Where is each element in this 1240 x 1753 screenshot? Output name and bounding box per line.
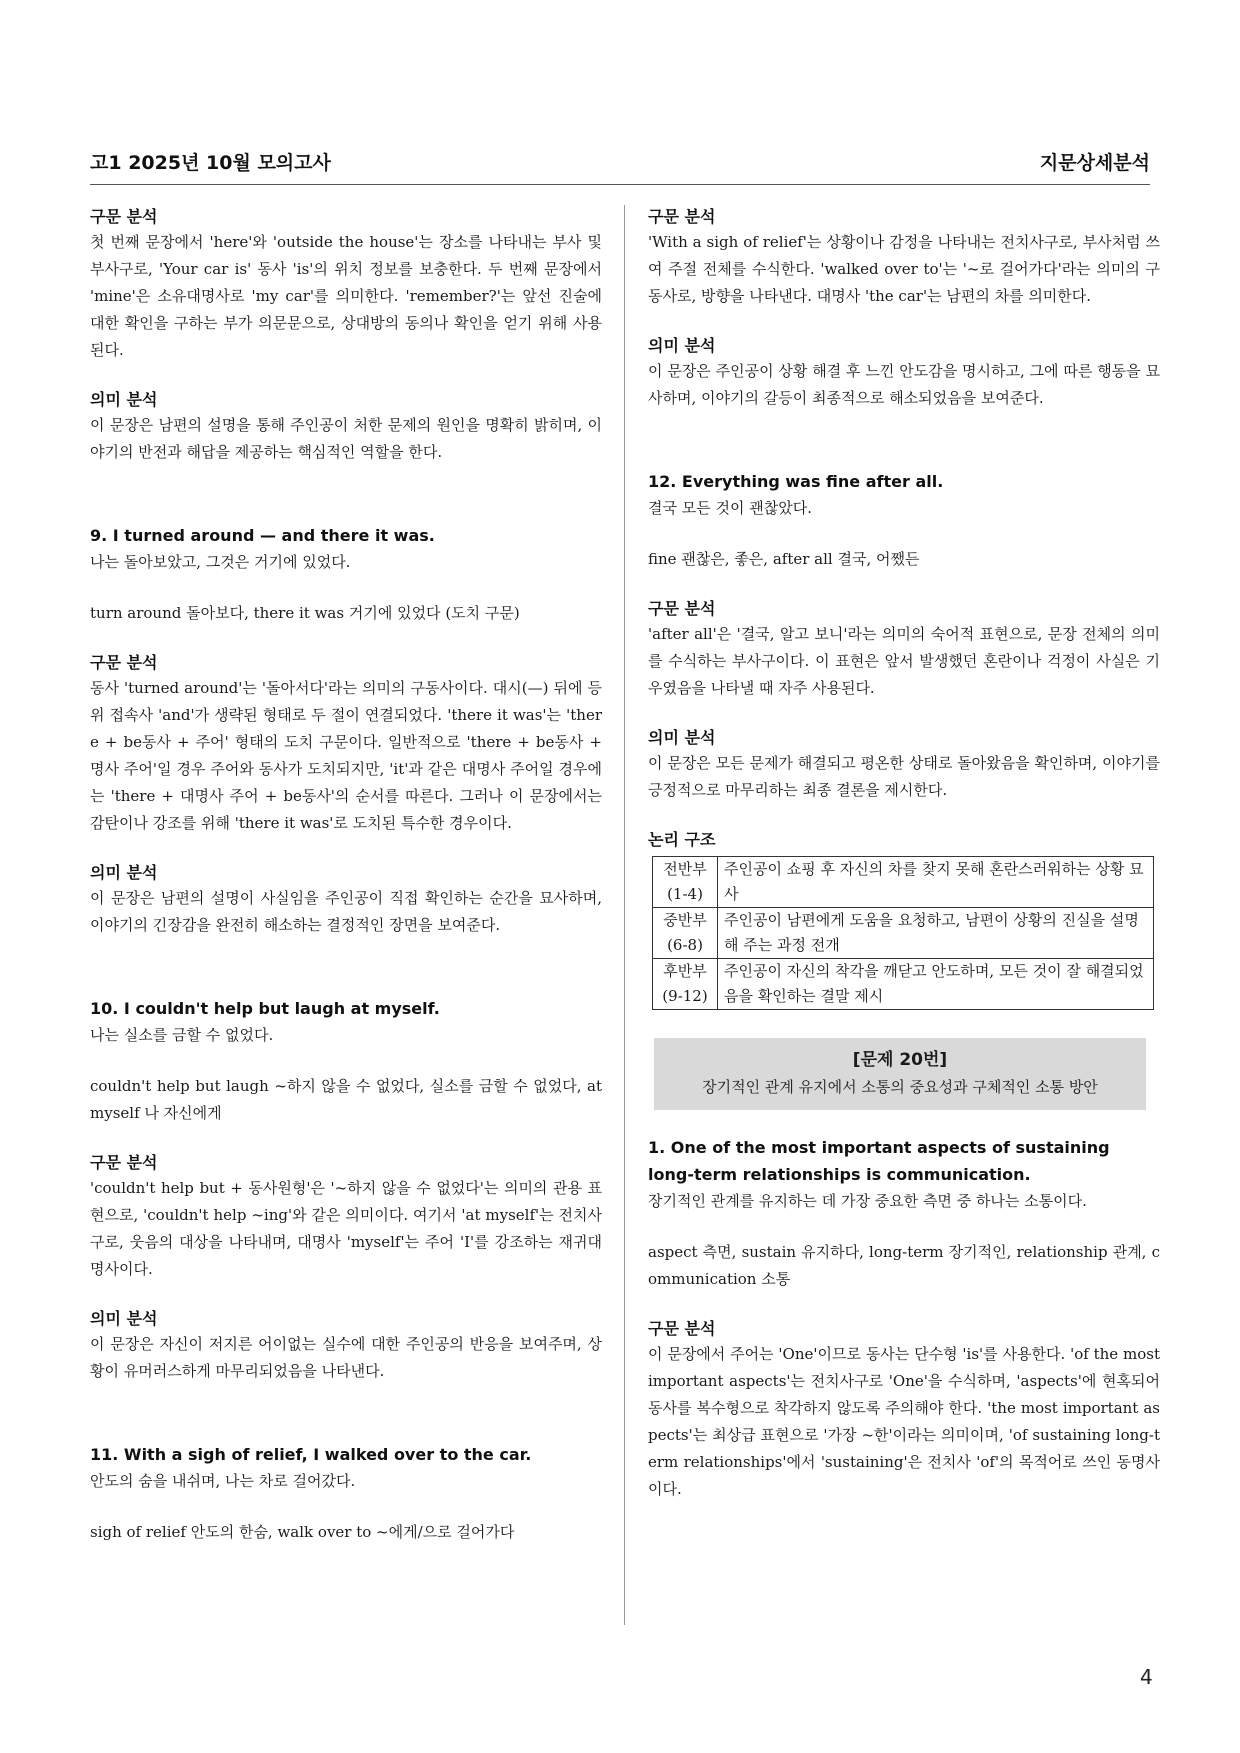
syntax-heading: 구문 분석 [90, 653, 158, 672]
logic-structure-table [652, 856, 1154, 1010]
table-row-key: 후반부 (9-12) [653, 959, 718, 1010]
right-column [648, 205, 1160, 1503]
column-divider [624, 205, 625, 1625]
sentence-9-korean: 나는 돌아보았고, 그것은 거기에 있었다. [90, 553, 351, 571]
sentence-9-vocab: turn around 돌아보다, there it was 거기에 있었다 (도치 구문) [90, 604, 520, 622]
logic-structure-heading: 논리 구조 [648, 830, 716, 849]
table-row-key: 전반부 (1-4) [653, 857, 718, 908]
exam-title: 고1 2025년 10월 모의고사 [90, 152, 331, 174]
meaning-heading: 의미 분석 [90, 863, 158, 882]
sentence-12-korean: 결국 모든 것이 괜찮았다. [648, 499, 812, 517]
syntax-heading: 구문 분석 [648, 1319, 716, 1338]
page-number: 4 [1140, 1665, 1153, 1689]
question-subtitle: 장기적인 관계 유지에서 소통의 중요성과 구체적인 소통 방안 [702, 1078, 1098, 1096]
meaning-text: 이 문장은 남편의 설명이 사실임을 주인공이 직접 확인하는 순간을 묘사하며, 이야기의 긴장감을 완전히 해소하는 결정적인 장면을 보여준다. [90, 889, 602, 934]
sentence-11-korean: 안도의 숨을 내쉬며, 나는 차로 걸어갔다. [90, 1472, 356, 1490]
table-row [653, 908, 1154, 959]
table-row [653, 857, 1154, 908]
meaning-heading: 의미 분석 [648, 728, 716, 747]
meaning-text: 이 문장은 남편의 설명을 통해 주인공이 처한 문제의 원인을 명확히 밝히며, 이야기의 반전과 해답을 제공하는 핵심적인 역할을 한다. [90, 416, 602, 461]
syntax-heading: 구문 분석 [90, 1153, 158, 1172]
syntax-text: 동사 'turned around'는 '돌아서다'라는 의미의 구동사이다. 대시(—) 뒤에 등위 접속사 'and'가 생략된 형태로 두 절이 연결되었다. 'there it was'는 'there + be동사 + 주어' 형태의 도치 구문이다. 일반적으로 'there + be동사 + 명사 주어'일 경우 주어와 동사가 도치되지만, 'it'과 같은 대명사 주어일 경우에는 'there + 대명사 주어 + be동사'의 순서를 따른다. 그러나 이 문장에서는 감탄이나 강조를 위해 'there it was'로 도치된 특수한 경우이다. [90, 679, 602, 832]
syntax-heading: 구문 분석 [648, 207, 716, 226]
section-title: 지문상세분석 [1039, 152, 1150, 174]
sentence-12-english: 12. Everything was fine after all. [648, 472, 944, 491]
sentence-12-vocab: fine 괜찮은, 좋은, after all 결국, 어쨌든 [648, 550, 920, 568]
syntax-text: 첫 번째 문장에서 'here'와 'outside the house'는 장소를 나타내는 부사 및 부사구로, 'Your car is' 동사 'is'의 위치 정보를 보충한다. 두 번째 문장에서 'mine'은 소유대명사로 'my car'를 의미한다. 'remember?'는 앞선 진술에 대한 확인을 구하는 부가 의문문으로, 상대방의 동의나 확인을 얻기 위해 사용된다. [90, 233, 602, 359]
syntax-heading: 구문 분석 [90, 207, 158, 226]
meaning-text: 이 문장은 주인공이 상황 해결 후 느낀 안도감을 명시하고, 그에 따른 행동을 묘사하며, 이야기의 갈등이 최종적으로 해소되었음을 보여준다. [648, 362, 1160, 407]
syntax-text: 'after all'은 '결국, 알고 보니'라는 의미의 숙어적 표현으로, 문장 전체의 의미를 수식하는 부사구이다. 이 표현은 앞서 발생했던 혼란이나 걱정이 사실은 기우였음을 나타낼 때 자주 사용된다. [648, 625, 1160, 697]
meaning-heading: 의미 분석 [90, 1309, 158, 1328]
sentence-11-english: 11. With a sigh of relief, I walked over to the car. [90, 1445, 532, 1464]
sentence-10-korean: 나는 실소를 금할 수 없었다. [90, 1026, 274, 1044]
meaning-heading: 의미 분석 [90, 390, 158, 409]
sentence-1-korean: 장기적인 관계를 유지하는 데 가장 중요한 측면 중 하나는 소통이다. [648, 1192, 1087, 1210]
table-row-value: 주인공이 쇼핑 후 자신의 차를 찾지 못해 혼란스러워하는 상황 묘사 [718, 857, 1154, 908]
question-title: [문제 20번] [852, 1050, 948, 1070]
table-row-value: 주인공이 자신의 착각을 깨닫고 안도하며, 모든 것이 잘 해결되었음을 확인하는 결말 제시 [718, 959, 1154, 1010]
meaning-heading: 의미 분석 [648, 336, 716, 355]
sentence-1-english: 1. One of the most important aspects of sustaining long-term relationships is communication. [648, 1138, 1110, 1184]
meaning-text: 이 문장은 모든 문제가 해결되고 평온한 상태로 돌아왔음을 확인하며, 이야기를 긍정적으로 마무리하는 최종 결론을 제시한다. [648, 754, 1160, 799]
table-row [653, 959, 1154, 1010]
sentence-11-vocab: sigh of relief 안도의 한숨, walk over to ~에게/으로 걸어가다 [90, 1523, 515, 1541]
syntax-text: 'couldn't help but + 동사원형'은 '~하지 않을 수 없었다'는 의미의 관용 표현으로, 'couldn't help ~ing'와 같은 의미이다. 여기서 'at myself'는 전치사구로, 웃음의 대상을 나타내며, 대명사 'myself'는 주어 'I'를 강조하는 재귀대명사이다. [90, 1179, 602, 1278]
left-column [90, 205, 602, 1546]
sentence-10-english: 10. I couldn't help but laugh at myself. [90, 999, 440, 1018]
sentence-1-vocab: aspect 측면, sustain 유지하다, long-term 장기적인, relationship 관계, communication 소통 [648, 1243, 1160, 1288]
meaning-text: 이 문장은 자신이 저지른 어이없는 실수에 대한 주인공의 반응을 보여주며, 상황이 유머러스하게 마무리되었음을 나타낸다. [90, 1335, 602, 1380]
sentence-10-vocab: couldn't help but laugh ~하지 않을 수 없었다, 실소를 금할 수 없었다, at myself 나 자신에게 [90, 1077, 602, 1122]
page-header [90, 148, 1150, 185]
table-row-value: 주인공이 남편에게 도움을 요청하고, 남편이 상황의 진실을 설명해 주는 과정 전개 [718, 908, 1154, 959]
question-box [654, 1038, 1146, 1110]
syntax-text: 'With a sigh of relief'는 상황이나 감정을 나타내는 전치사구로, 부사처럼 쓰여 주절 전체를 수식한다. 'walked over to'는 '~로 걸어가다'라는 의미의 구동사로, 방향을 나타낸다. 대명사 'the car'는 남편의 차를 의미한다. [648, 233, 1160, 305]
sentence-9-english: 9. I turned around — and there it was. [90, 526, 435, 545]
table-row-key: 중반부 (6-8) [653, 908, 718, 959]
syntax-text: 이 문장에서 주어는 'One'이므로 동사는 단수형 'is'를 사용한다. 'of the most important aspects'는 전치사구로 'One'을 수식하며, 'aspects'에 현혹되어 동사를 복수형으로 착각하지 않도록 주의해야 한다. 'the most important aspects'는 최상급 표현으로 '가장 ~한'이라는 의미이며, 'of sustaining long-term relationships'에서 'sustaining'은 전치사 'of'의 목적어로 쓰인 동명사이다. [648, 1345, 1160, 1498]
syntax-heading: 구문 분석 [648, 599, 716, 618]
